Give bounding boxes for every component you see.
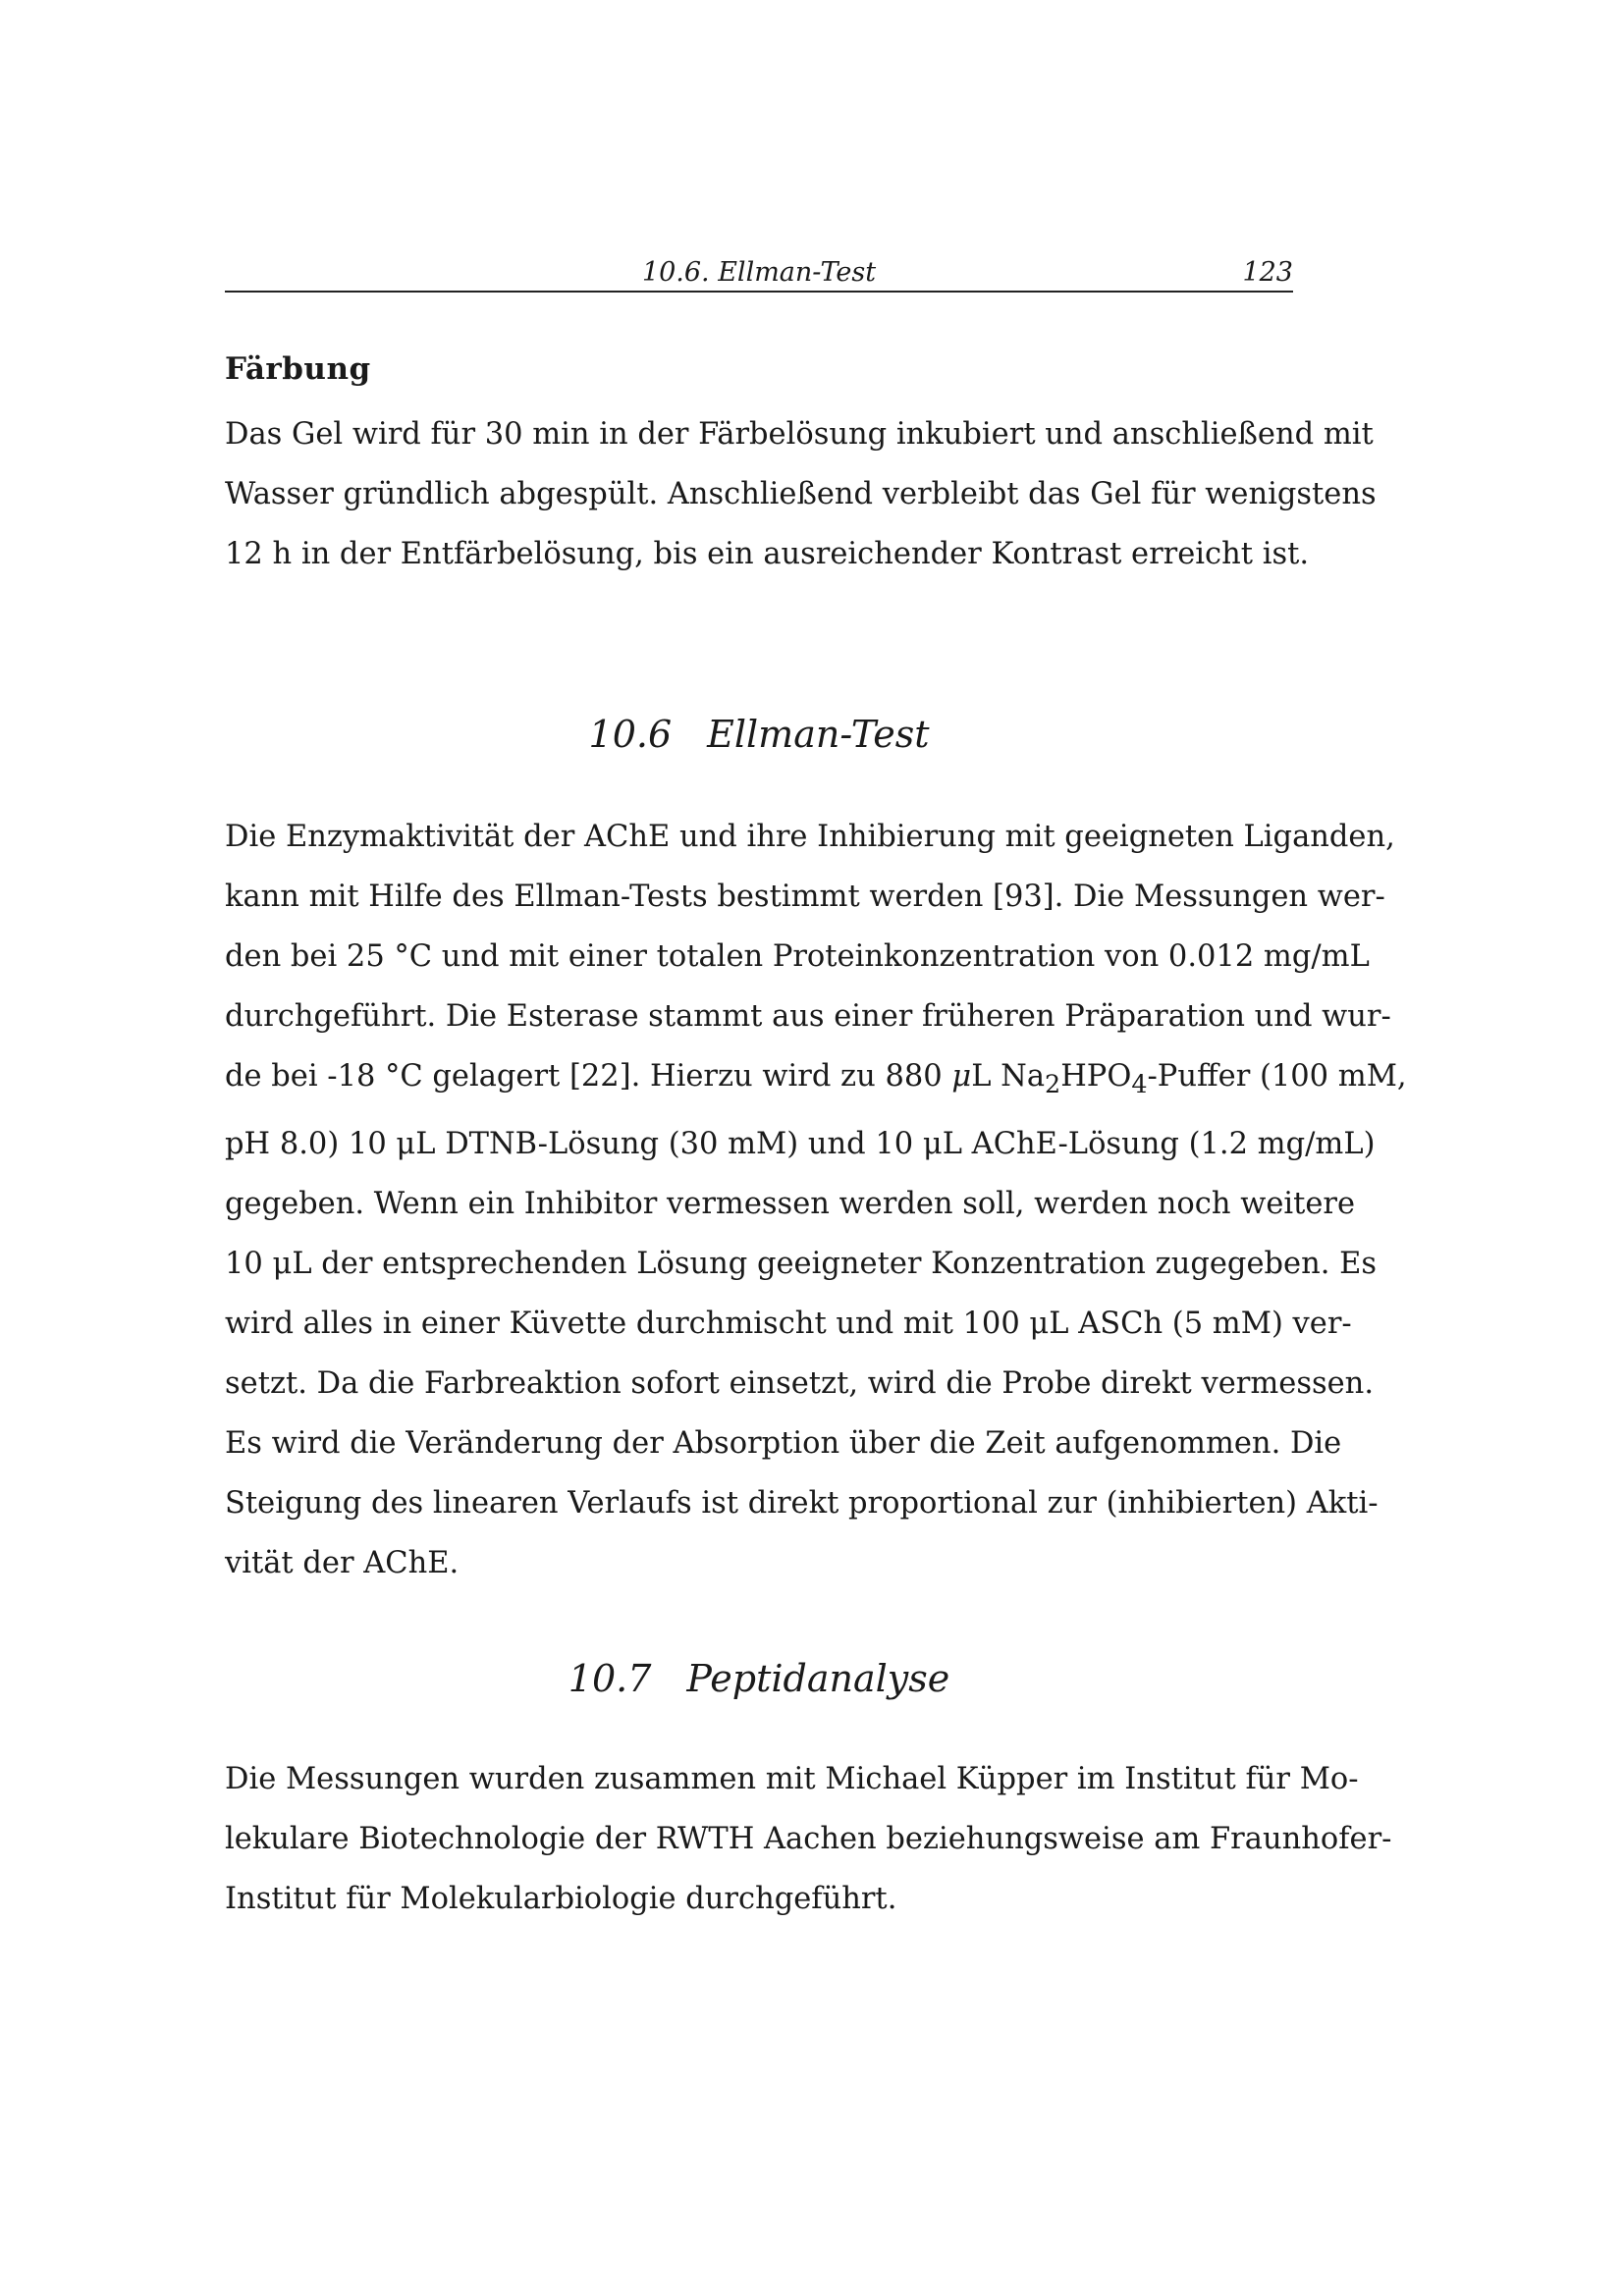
section-title: Ellman-Test <box>707 713 930 756</box>
paragraph-line: Das Gel wird für 30 min in der Färbelösung inkubiert und anschließend mit <box>225 417 1374 452</box>
paragraph-line: 12 h in der Entfärbelösung, bis ein ausreichender Kontrast erreicht ist. <box>225 537 1310 571</box>
paragraph-line: vität der AChE. <box>225 1546 460 1581</box>
peptidanalyse-paragraph <box>225 1749 1392 1929</box>
subscript-2: 2 <box>1045 1069 1061 1099</box>
section-heading-peptidanalyse <box>225 1657 1293 1700</box>
paragraph-line: Institut für Molekularbiologie durchgeführt. <box>225 1882 897 1916</box>
formula-text-pre: de bei -18 °C gelagert [22]. Hierzu wird zu 880 <box>225 1059 952 1094</box>
faerbung-paragraph <box>225 404 1377 584</box>
section-title: Peptidanalyse <box>686 1657 950 1700</box>
paragraph-line: durchgeführt. Die Esterase stammt aus einer früheren Präparation und wur- <box>225 999 1391 1034</box>
paragraph-line: Die Enzymaktivität der AChE und ihre Inhibierung mit geeigneten Liganden, <box>225 820 1395 854</box>
mu-symbol: μ <box>951 1059 972 1094</box>
running-header-title: 10.6. Ellman-Test <box>641 257 877 288</box>
paragraph-line: Wasser gründlich abgespült. Anschließend verbleibt das Gel für wenigstens <box>225 477 1377 511</box>
subscript-4: 4 <box>1131 1069 1148 1099</box>
formula-text-hpo: HPO <box>1060 1059 1132 1094</box>
section-heading-ellman-test <box>225 713 1293 756</box>
paragraph-line: gegeben. Wenn ein Inhibitor vermessen werden soll, werden noch weitere <box>225 1187 1356 1222</box>
section-number: 10.7 <box>568 1657 652 1700</box>
paragraph-line: lekulare Biotechnologie der RWTH Aachen beziehungsweise am Fraunhofer- <box>225 1822 1392 1856</box>
paragraph-line: Die Messungen wurden zusammen mit Michael Küpper im Institut für Mo- <box>225 1762 1359 1796</box>
running-header <box>225 253 1293 293</box>
paragraph-line: Steigung des linearen Verlaufs ist direkt proportional zur (inhibierten) Akti- <box>225 1486 1379 1522</box>
formula-text-post: -Puffer (100 mM, <box>1147 1059 1407 1094</box>
paragraph-line: wird alles in einer Küvette durchmischt und mit 100 μL ASCh (5 mM) ver- <box>225 1307 1352 1342</box>
paragraph-line: pH 8.0) 10 μL DTNB-Lösung (30 mM) und 10 μL AChE-Lösung (1.2 mg/mL) <box>225 1127 1376 1162</box>
faerbung-heading: Färbung <box>225 351 371 387</box>
paragraph-line: den bei 25 °C und mit einer totalen Proteinkonzentration von 0.012 mg/mL <box>225 939 1370 974</box>
ellman-test-paragraph <box>225 807 1407 1593</box>
paragraph-line: Es wird die Veränderung der Absorption über die Zeit aufgenommen. Die <box>225 1426 1342 1462</box>
formula-text-na: L Na <box>971 1059 1046 1094</box>
page-number: 123 <box>1242 257 1293 288</box>
section-number: 10.6 <box>588 713 673 756</box>
paragraph-line: 10 μL der entsprechenden Lösung geeigneter Konzentration zugegeben. Es <box>225 1247 1378 1282</box>
paragraph-line: kann mit Hilfe des Ellman-Tests bestimmt werden [93]. Die Messungen wer- <box>225 880 1385 914</box>
paragraph-line-formula <box>225 1046 1407 1114</box>
paragraph-line: setzt. Da die Farbreaktion sofort einsetzt, wird die Probe direkt vermessen. <box>225 1366 1375 1402</box>
